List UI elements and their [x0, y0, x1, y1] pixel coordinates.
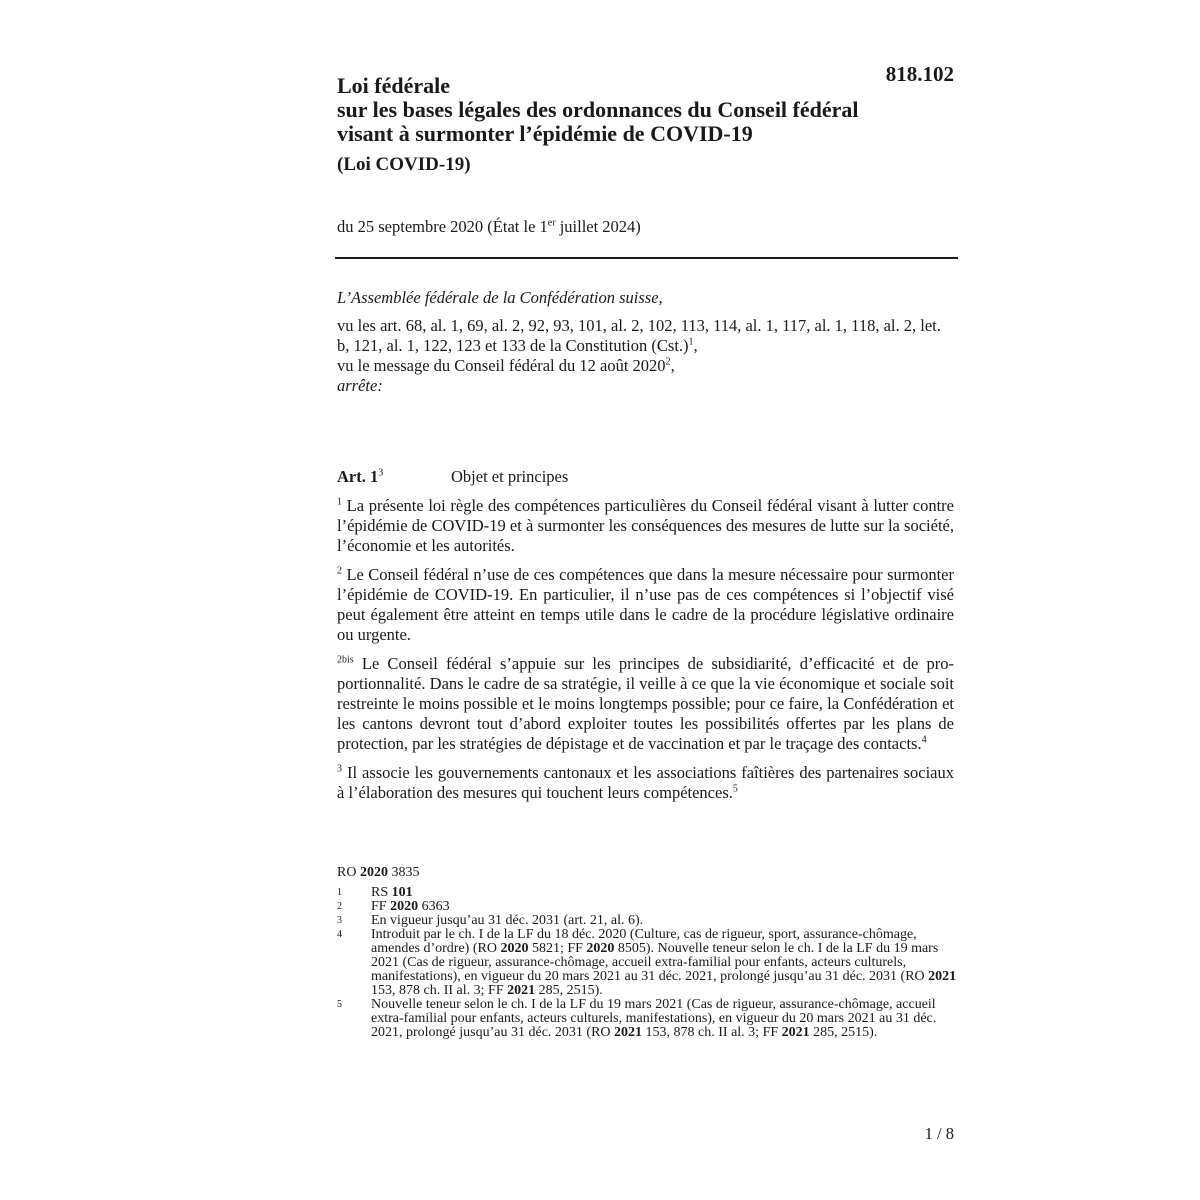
ro-year: 2020: [359, 865, 388, 880]
footnote-text-run: 101: [391, 885, 413, 900]
footnote-text-run: 2020: [586, 941, 615, 956]
vu1-end: ,: [693, 336, 698, 355]
footnote-number: 4: [337, 929, 342, 940]
article-paragraph: [337, 763, 954, 803]
date-suffix: juillet 2024): [555, 217, 641, 236]
footnote-text-run: 8505). Nouvelle teneur selon le ch. I de la LF du 19 mars 2021 (Cas de rigueur, assurance-chômage, accueil extra-familial pour enfants, acteurs culturels, manifestations), en vigueur du 20 mars 2021 au 31 déc. 2021, prolongé jusqu’au 31 déc. 2031 (RO: [371, 941, 939, 984]
footnote-ref-5[interactable]: 5: [732, 783, 738, 795]
short-title: (Loi COVID-19): [337, 154, 471, 175]
article-paragraph: [337, 654, 954, 754]
footnote-text: [371, 900, 957, 914]
article-label: Art. 1: [337, 467, 379, 486]
article-title: Objet et principes: [451, 467, 569, 486]
paragraph-text: Le Conseil fédéral s’appuie sur les principes de subsidiarité, d’efficacité et de proportionnalité. Dans le cadre de sa stratégie, il veille à ce que la vie économique et sociale soit restreinte le moins possible et le moins longtemps possible; pour ce faire, la Confédération et les cantons devront tout d’abord exploiter toutes les possibilités offertes par les plans de protection, par les stratégies de dépistage et de vaccination et par le traçage des contacts.: [337, 654, 955, 753]
paragraph-text: Il associe les gouvernements cantonaux et les associations faîtières des partenaires sociaux à l’élaboration des mesures qui touchent leurs compétences.: [337, 763, 955, 802]
footnote-text-run: RS: [371, 885, 392, 900]
footnote-text-run: 2021: [928, 969, 957, 984]
footnote-text: [371, 886, 957, 900]
preamble-vu-constitution: [337, 316, 957, 356]
footnote-3: [337, 914, 957, 928]
law-title: [337, 74, 977, 146]
preamble: [337, 288, 957, 396]
footnote-number: 1: [337, 887, 342, 898]
footnote-text-run: 2021: [507, 983, 536, 998]
preamble-arrete: arrête:: [337, 376, 383, 395]
footnote-text-run: 285, 2515).: [809, 1025, 878, 1040]
footnote-2: [337, 900, 957, 914]
ro-suffix: 3835: [387, 865, 420, 880]
footnote-text-run: 285, 2515).: [535, 983, 603, 998]
footnotes: [337, 886, 957, 1040]
page-number: 1 / 8: [924, 1124, 954, 1143]
footnote-text-run: 5821; FF: [528, 941, 587, 956]
article-paragraph: [337, 496, 954, 556]
footnote-ref-4[interactable]: 4: [921, 734, 927, 746]
footnote-text-run: Nouvelle teneur selon le ch. I de la LF du 19 mars 2021 (Cas de rigueur, assurance-chômage, accueil extra-familial pour enfants, acteurs culturels, manifestations), en vigueur du 20 mars 2021 au 31 déc. 2021, prolongé jusqu’au 31 déc. 2031 (RO: [371, 997, 937, 1040]
paragraph-number: 2: [337, 565, 342, 577]
date-prefix: du 25 septembre 2020 (État le 1: [337, 217, 548, 236]
paragraph-number: 3: [337, 763, 342, 775]
vu2-text: vu le message du Conseil fédéral du 12 août 2020: [337, 356, 666, 375]
footnote-ref-2[interactable]: 2: [665, 356, 671, 368]
paragraph-number: 1: [337, 496, 342, 508]
vu1-text: vu les art. 68, al. 1, 69, al. 2, 92, 93, 101, al. 2, 102, 113, 114, al. 1, 117, al. 1, 118, al. 2, let. b, 121, al. 1, 122, 123 et 133 de la Constitution (Cst.): [337, 316, 941, 355]
header-divider: [335, 257, 958, 259]
footnote-number: 2: [337, 901, 342, 912]
paragraph-text: La présente loi règle des compétences particulières du Conseil fédéral visant à lutter contre l’épidémie de COVID-19 et à surmonter les conséquences des mesures de lutte sur la société, l’économie et les autorités.: [337, 496, 955, 555]
preamble-vu-message: [337, 356, 957, 376]
footnote-text-run: 6363: [418, 899, 450, 914]
footnote-text-run: 2020: [390, 899, 419, 914]
footnote-text: [371, 998, 957, 1040]
title-line: Loi fédérale: [337, 73, 451, 98]
vu2-end: ,: [670, 356, 675, 375]
article-body: [337, 496, 954, 812]
footnote-text-run: 2021: [614, 1025, 643, 1040]
footnote-ref-3[interactable]: 3: [378, 467, 384, 479]
title-line: visant à surmonter l’épidémie de COVID-19: [337, 121, 753, 146]
footnote-text-run: En vigueur jusqu’au 31 déc. 2031 (art. 21, al. 6).: [371, 913, 644, 928]
footnote-text-run: FF: [371, 899, 391, 914]
date-sup: er: [547, 217, 556, 229]
sr-number: 818.102: [885, 62, 954, 86]
article-paragraph: [337, 565, 954, 645]
footnote-number: 5: [337, 999, 342, 1010]
ro-reference: [337, 865, 419, 881]
footnote-ref-1[interactable]: 1: [688, 336, 694, 348]
date-line: [337, 217, 641, 237]
preamble-assembly: L’Assemblée fédérale de la Confédération suisse,: [337, 288, 663, 307]
footnote-text-run: 2020: [500, 941, 529, 956]
footnote-5: [337, 998, 957, 1040]
footnote-text-run: Introduit par le ch. I de la LF du 18 déc. 2020 (Culture, cas de rigueur, sport, assurance-chômage, amendes d’ordre) (RO: [371, 927, 917, 956]
footnote-text-run: 153, 878 ch. II al. 3; FF: [371, 983, 508, 998]
footnote-text-run: 153, 878 ch. II al. 3; FF: [642, 1025, 782, 1040]
footnote-text: [371, 914, 957, 928]
paragraph-number: 2bis: [337, 654, 354, 666]
ro-prefix: RO: [337, 865, 360, 880]
paragraph-text: Le Conseil fédéral n’use de ces compétences que dans la mesure nécessaire pour surmonter l’épidémie de COVID-19. En particulier, il n’use pas de ces compétences si l’objectif visé peut également être atteint en temps utile dans le cadre de la procédure législative ordinaire ou urgente.: [337, 565, 955, 644]
title-line: sur les bases légales des ordonnances du Conseil fédéral: [337, 97, 859, 122]
footnote-1: [337, 886, 957, 900]
footnote-4: [337, 928, 957, 998]
footnote-text: [371, 928, 957, 998]
article-heading: [337, 467, 569, 487]
footnote-text-run: 2021: [781, 1025, 810, 1040]
footnote-number: 3: [337, 915, 342, 926]
